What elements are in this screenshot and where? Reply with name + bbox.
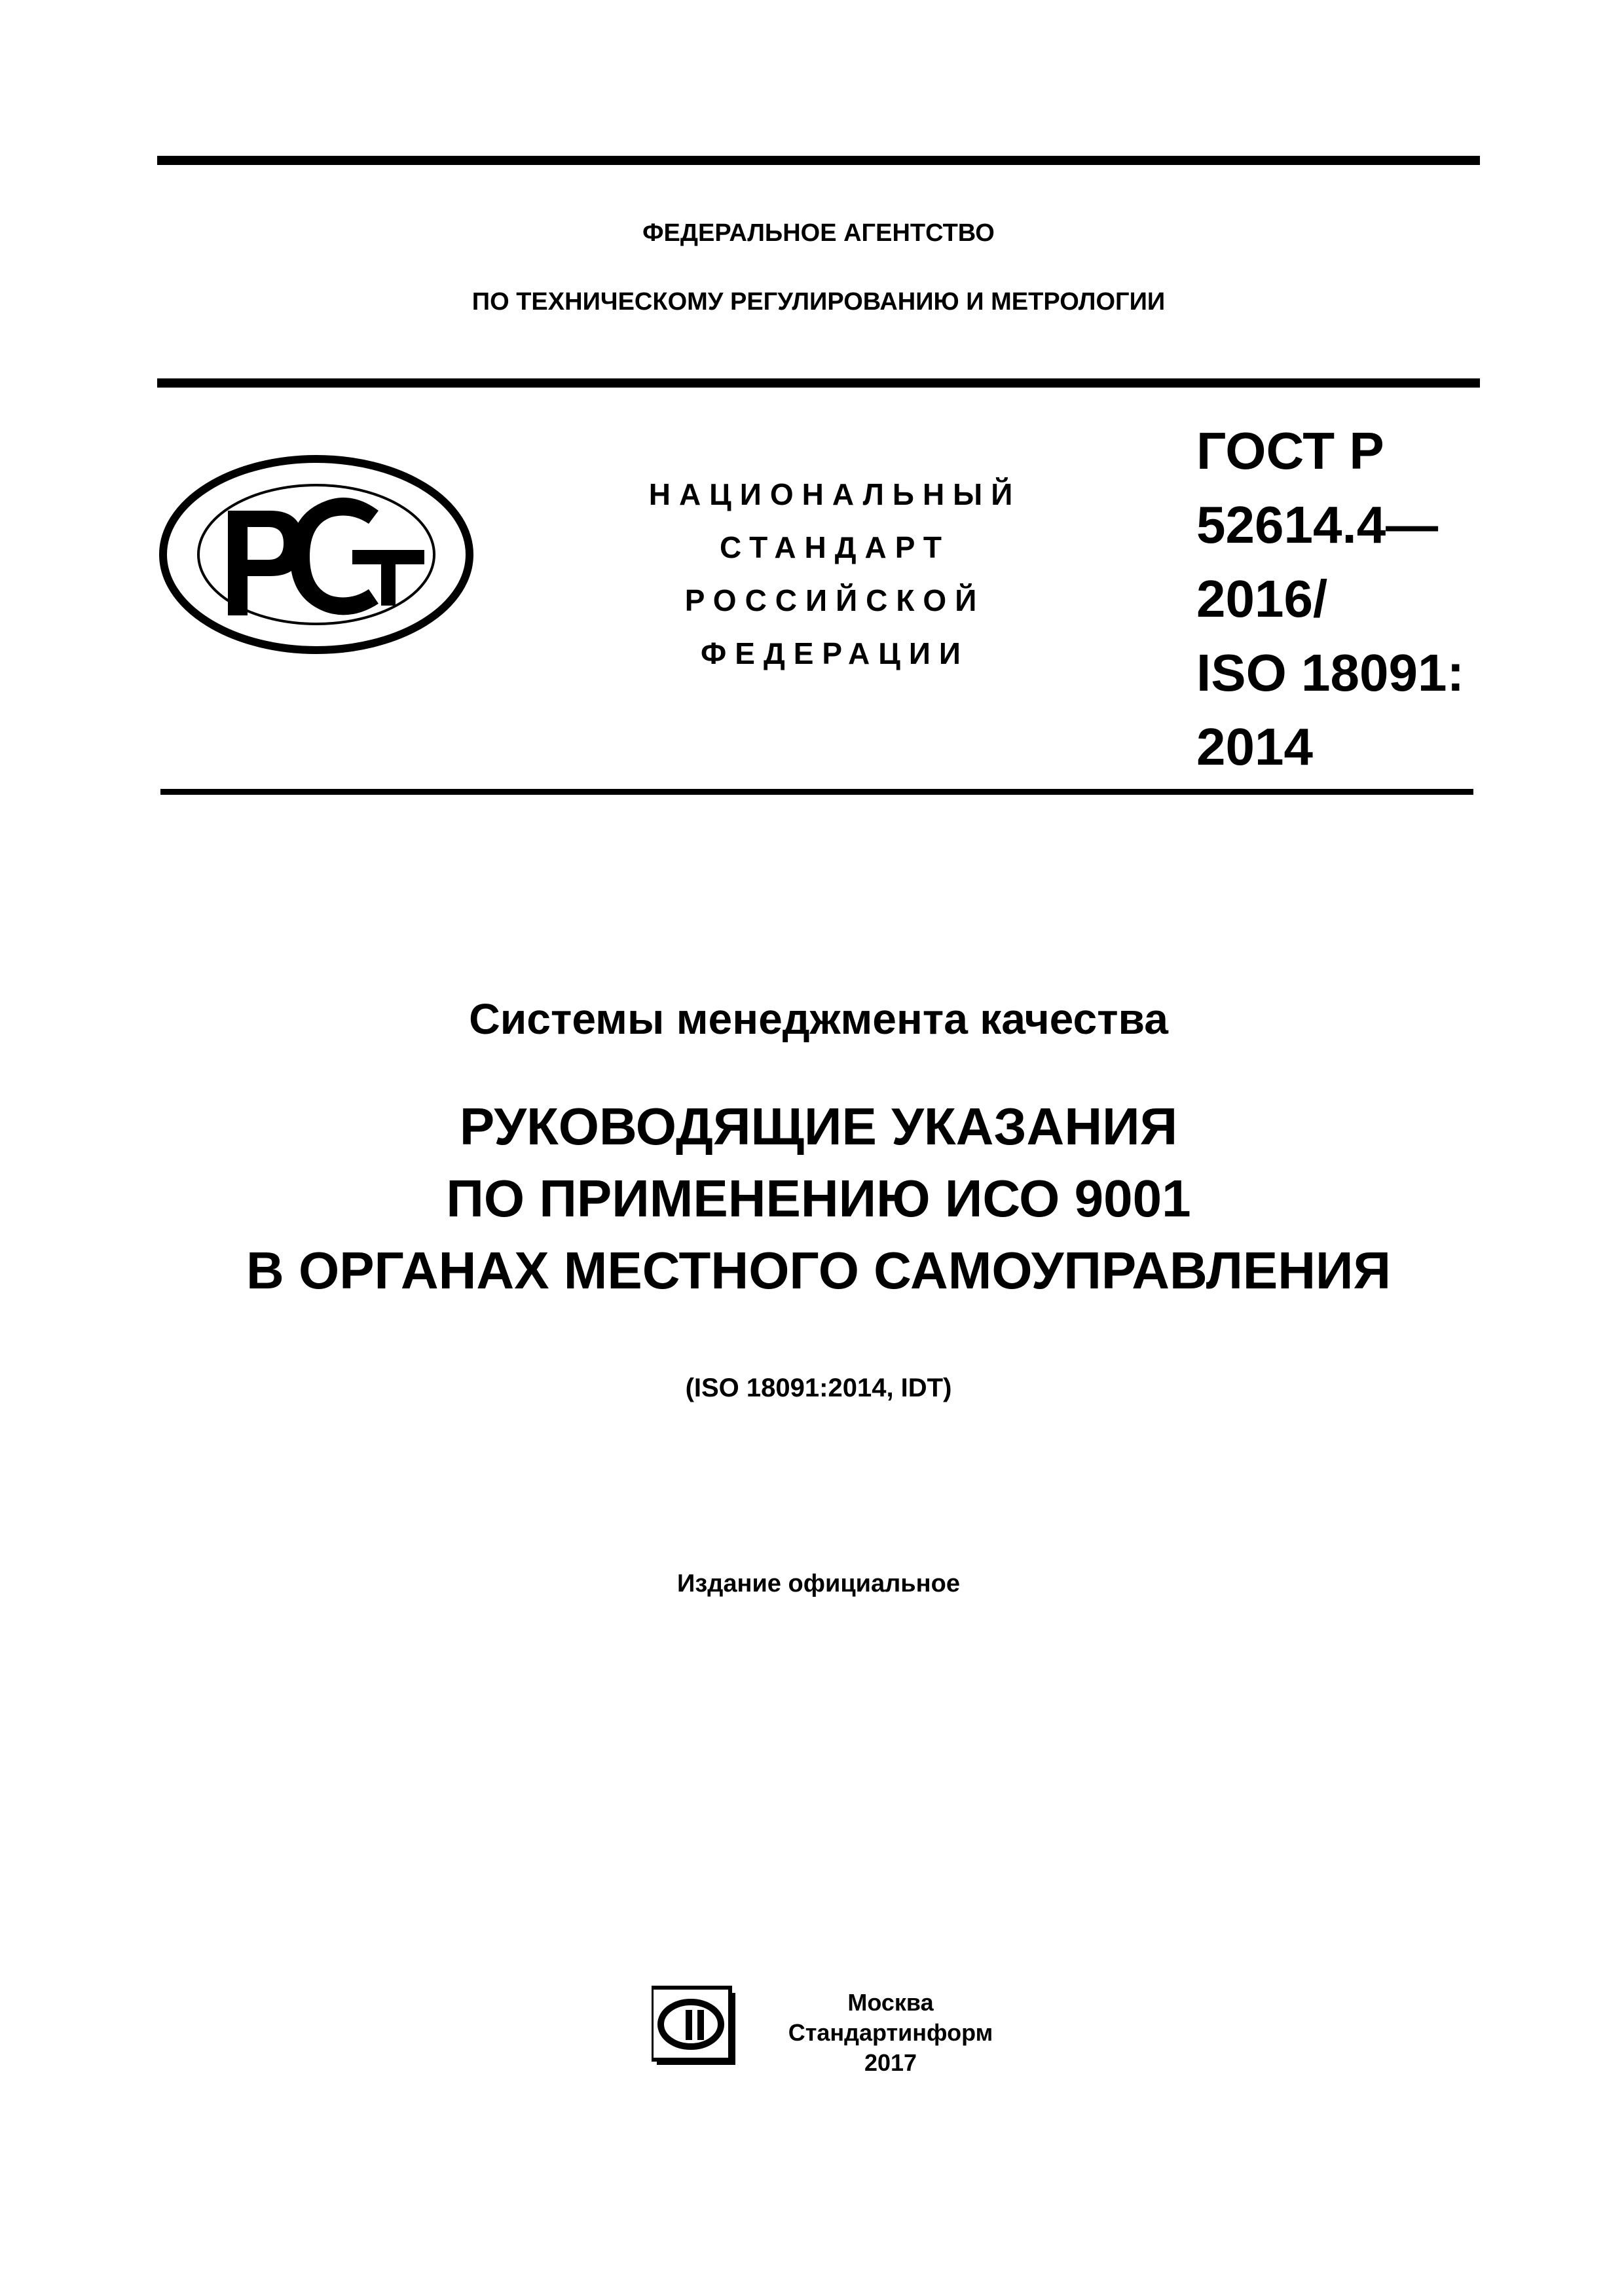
publisher-name: Стандартинформ bbox=[788, 2019, 993, 2046]
designation-rule bbox=[160, 789, 1473, 795]
national-line: ФЕДЕРАЦИИ bbox=[701, 636, 969, 670]
national-line: РОССИЙСКОЙ bbox=[684, 583, 986, 617]
document-title bbox=[92, 1091, 1545, 1307]
standard-designation bbox=[1196, 414, 1589, 784]
standartinform-logo-icon bbox=[652, 1984, 743, 2069]
national-standard-label bbox=[609, 468, 1061, 680]
national-line: НАЦИОНАЛЬНЫЙ bbox=[648, 477, 1022, 511]
designation-line: ГОСТ Р bbox=[1196, 422, 1384, 480]
rst-logo-icon bbox=[156, 452, 477, 658]
title-line: РУКОВОДЯЩИЕ УКАЗАНИЯ bbox=[459, 1097, 1178, 1156]
designation-line: ISO 18091: bbox=[1196, 644, 1465, 702]
national-line: СТАНДАРТ bbox=[720, 530, 950, 564]
top-rule bbox=[157, 156, 1480, 165]
publisher-city: Москва bbox=[847, 1989, 934, 2016]
designation-line: 2016/ bbox=[1196, 570, 1328, 628]
designation-line: 52614.4— bbox=[1196, 496, 1439, 554]
agency-line-2: ПО ТЕХНИЧЕСКОМУ РЕГУЛИРОВАНИЮ И МЕТРОЛОГИИ bbox=[471, 288, 1166, 316]
document-subtitle: Системы менеджмента качества bbox=[469, 994, 1168, 1043]
equivalence-note: (ISO 18091:2014, IDT) bbox=[685, 1374, 952, 1402]
publisher-year: 2017 bbox=[864, 2049, 917, 2076]
header-rule bbox=[157, 378, 1480, 388]
publisher-info bbox=[766, 1988, 1015, 2078]
agency-line-1: ФЕДЕРАЛЬНОЕ АГЕНТСТВО bbox=[642, 219, 995, 247]
edition-note: Издание официальное bbox=[677, 1570, 960, 1597]
designation-line: 2014 bbox=[1196, 718, 1313, 776]
title-line: В ОРГАНАХ МЕСТНОГО САМОУПРАВЛЕНИЯ bbox=[246, 1241, 1392, 1300]
title-line: ПО ПРИМЕНЕНИЮ ИСО 9001 bbox=[446, 1169, 1191, 1228]
